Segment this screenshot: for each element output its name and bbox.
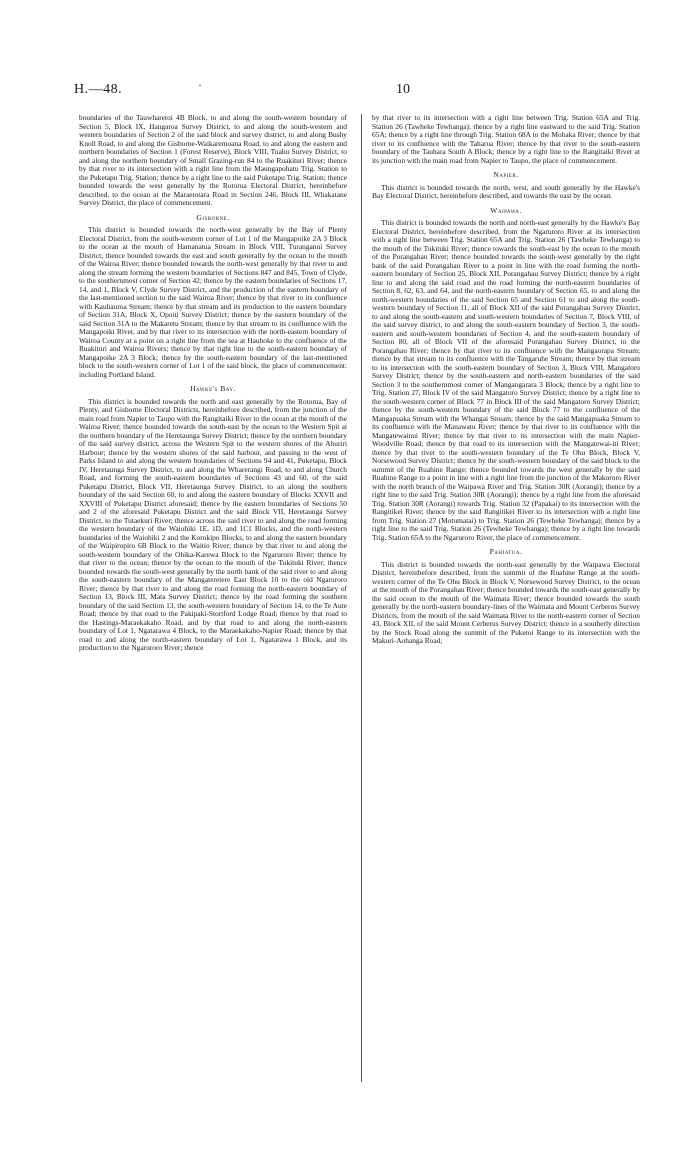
section-heading-hawkes-bay: Hawke's Bay.	[190, 384, 236, 393]
section-body-waipawa: This district is bounded towards the north and north-east generally by the Hawke's Bay Electoral District, hereinbefore described, from the Ngaruroro River at its intersection with a right line between Trig. Station 65A and Trig. Station 26 (Tawheke Tewhanga) to the mouth of the Tukituki River; thence towards the south-east by the ocean to the mouth of the Porangahau River; thence bounded towards the south-west generally by the right bank of the said Porangahau River to a point in line with the road forming the north-eastern boundary of Section 25, Block XII, Porangahau Survey District; thence by a right line to and along the said road and the road forming the north-eastern boundaries of Section 8, 62, 63, and 64, and the north-eastern boundary of Section 65, to and along the north-western boundaries of the said Section 65 and Section 61 to and along the south-western boundary of Section 11, all of Block XII of the said Porangahau Survey District, to and along the south-eastern and south-western boundaries of Section 7, Block VIII, of the said survey district, to and along the south-eastern boundary of Section 3, the south-eastern and south-western boundaries of Section 4, and the south-eastern boundary of Section 80, all of Block VII of the aforesaid Porangahau Survey District, to the Porangahau River; thence by that river to its confluence with the Mangaorapa Stream; thence by that stream to its confluence with the Tangaruhe Stream; thence by that stream to its intersection with the south-eastern boundary of Section 3, Block VIII, Mangatoro Survey District; thence by the south-eastern and north-eastern boundaries of the said Section 3 to the southernmost corner of Mangangarara 3 Block; thence by a right line to Trig. Station 27, Block IV of the said Mangatoro Survey District; thence by a right line to the south-western corner of Block 77 in Block III of the said Mangatoro Survey District; thence by the south-western boundary of the said Block 77 to the confluence of the Mangapuaka Stream with the Whangai Stream; thence by the said Mangapuaka Stream to its confluence with the Manawatu River; thence by that river to its confluence with the Mangatewainui River; thence by that river to its intersection with the main Napier-Woodville Road; thence by that road to its intersection with the Mangatewai-iti River; thence by that river to the south-western boundary of the Te Ohu Block, Block V, Norsewood Survey District; thence by the south-western boundary of the said block to the summit of the Ruahine Range; thence bounded towards the west generally by the said Ruahine Range to a point in line with a right line from the junction of the Makororo River with the north branch of the Waipawa River and Trig. Station 30R (Aorangi); thence by a right line to the said Trig. Station 30R (Aorangi); thence by a right line from the aforesaid Trig. Station 30R (Aorangi) towards Trig. Station 32 (Papakai) to its intersection with the Rangitikei River; thence by the said Rangitikei River to its intersection with a right line from Trig. Station 27 (Motumatai) to Trig. Station 26 (Tewheke Tewhanga); thence by a right line to the said Trig. Station 26 (Tewheke Tewhanga); thence by a right line towards Trig. Station 65A to the Ngaruroro River, the place of commencement.	[372, 218, 640, 542]
section-body-napier: This district is bounded towards the north, west, and south generally by the Hawke's Bay Electoral District, hereinbefore described, and towards the east by the ocean.	[372, 182, 640, 200]
section-body-pahiatua: This district is bounded towards the north-east generally by the Waipawa Electoral District, hereinbefore described, from the summit of the Ruahine Range at the south-western corner of the Te Ohu Block in Block V, Norsewood Survey District, to the ocean at the mouth of the Porangahau River; thence bounded towards the south-east generally by the said ocean to the mouth of the Waimata River; thence bounded towards the south generally by the north-eastern boundary-lines of the Waimata and Mount Cerberus Survey Districts, from the mouth of the said Waimata River to the north-eastern corner of Section 43, Block XII, of the said Mount Cerberus Survey District; thence in a southerly direction by the Stock Road along the summit of the Puketoi Range to its intersection with the Makuri-Aohanga Road;	[372, 559, 640, 645]
page-header	[74, 78, 634, 102]
continued-paragraph: by that river to its intersection with a right line between Trig. Station 65A and Trig. Station 26 (Tawheke Tewhanga); thence by a right line eastward to the said Trig. Station 65A; thence by a right line through Trig. Station 68A to the Mohaka River; thence by that river to its confluence with the Taharua River; thence by that river to the south-eastern boundary of the Tauhara South A Block; thence by a right line to the Rangitaiki River at its junction with the main road from Napier to Taupo, the place of commencement.	[372, 113, 640, 165]
section-heading-gisborne: Gisborne.	[196, 212, 230, 222]
section-heading-pahiatua: Pahiatua.	[489, 547, 523, 556]
section-heading-napier: Napier.	[493, 170, 519, 179]
left-column	[79, 114, 347, 653]
section-body-hawkes-bay: This district is bounded towards the north and east generally by the Rotorua, Bay of Plenty, and Gisborne Electoral Districts, hereinbefore described, from the junction of the main road from Napier to Taupo with the Rangitaiki River to the ocean at the mouth of the Wairoa River; thence bounded towards the south-east by the ocean to the Western Spit at the northern boundary of the Heretaunga Survey District; thence by the northern boundary of the said survey district, across the Western Spit to the western shores of the Ahuriri Harbour; thence by the western shores of the said harbour, and passing to the west of Parks Island to and along the western boundaries of Sections 94 and 41, Puketapu, Block IV, Heretaunga Survey District, to and along the Wharerangi Road, to and along Church Road, and forming the south-eastern boundaries of Sections 43 and 60, of the said Puketapu District, Block VII, Heretaunga Survey District, to an along the southern boundary of the said Section 60, to and along the eastern boundary of Blocks XXVII and XXVIII of Puketapu District aforesaid; thence by the eastern boundaries of Sections 50 and 2 of the aforesaid Puketapu District and the said Block VII, Heretaunga Survey District, to the Tutaekuri River; thence across the said river to and along the road forming the western boundary of the Waiohiki 1E, 1D, and 1C1 Blocks, and the north-western boundaries of the Waiohiki 2 and the Korokipo Blocks, to and along the eastern boundary of the Waipiropiro 6B Block to the Waitio River; thence by that river to and along the south-western boundary of the Ohika-Karewa Block to the Ngaruroro River; thence by that river to the ocean; thence by the ocean to the mouth of the Tukituki River; thence bounded towards the south-west generally by the north bank of the said river to and along the south-eastern boundary of the Mangateretere East Block 10 to the old Ngaruroro River; thence by that river to and along the road forming the north-eastern boundary of Section 13, Block III, Mata Survey District; thence by the road forming the southern boundary of the said Section 13, the south-western boundary of Section 14, to the Te Aute Road; thence by that road to the Pakipaki-Stortford Lodge Road; thence by that road to the Hastings-Maraekakaho Road, and by that road to and along the north-eastern boundary of Lot 1, Ngatarawa 4 Block, to the Maraekakaho-Napier Road; thence by that road to and along the north-eastern boundary of Lot 1, Ngatarawa 1 Block, and its production to the Ngaruroro River; thence	[79, 396, 347, 652]
section-heading-waipawa: Waipawa.	[490, 205, 522, 215]
page-number: 10	[396, 82, 410, 97]
document-reference: H.—48.	[74, 82, 123, 97]
continued-paragraph: boundaries of the Tauwharetoi 4B Block, to and along the south-western boundary of Section 5, Block IX, Hangaroa Survey District, to and along the south-western and western boundaries of Section 2 of the said block and survey district, to and along Bushy Knoll Road, to and along the Gisborne-Waikaremoana Road, to and along the eastern and northern boundaries of Section 1 (Forest Reserve), Block VIII, Tuahu Survey District, to and along the northern boundary of Small Grazing-run 84 to the Ruakituri River; thence by that river to its intersection with a right line from the Maungapohatu Trig. Station to the Puketapu Trig. Station; thence by a right line to the said Puketapu Trig. Station; thence bounded towards the west generally by the Rotorua Electoral District, hereinbefore described, to the ocean at the Maraetotara Road in Section 246, Block III, Whakatane Survey District, the place of commencement.	[79, 113, 347, 207]
right-column	[372, 114, 640, 646]
column-divider	[361, 114, 362, 1082]
header-separator: ·	[198, 78, 202, 92]
section-body-gisborne: This district is bounded towards the north-west generally by the Bay of Plenty Electoral District, from the south-western corner of Lot 1 of the Mangapoike 2A 3 Block to the ocean at the mouth of Hamanatua Stream in Block VIII, Turanganui Survey District; thence bounded towards the east and south generally by the ocean to the mouth of the Wairoa River; thence bounded towards the north-west generally by that river to and along the stream forming the western boundaries of Sections 847 and 845, Town of Clyde, to the southernmost corner of Section 42; thence by the eastern boundaries of Sections 17, 14, and 1, Block V, Clyde Survey District, and the production of the eastern boundary of the last-mentioned section to the said Wairoa River; thence by that river to its confluence with Kauhauroa Stream; thence by that stream and its production to the eastern boundary of Section 31A, Block X, Opoiti Survey District; thence by the eastern boundary of the said Section 31A to the Makaretu Stream; thence by that stream to its confluence with the Mangapoiki River, and by that river to its intersection with the north-eastern boundary of Wairoa County at a point on a right line from the sea at Hauhoke to the confluence of the Ruakituri and Wairoa Rivers; thence by that right line to the south-eastern boundary of Mangapoike 2A 3 Block; thence by the south-eastern boundary of the last-mentioned block to the south-western corner of Lot 1 of the said block, the place of commencement: including Portland Island.	[79, 225, 347, 379]
